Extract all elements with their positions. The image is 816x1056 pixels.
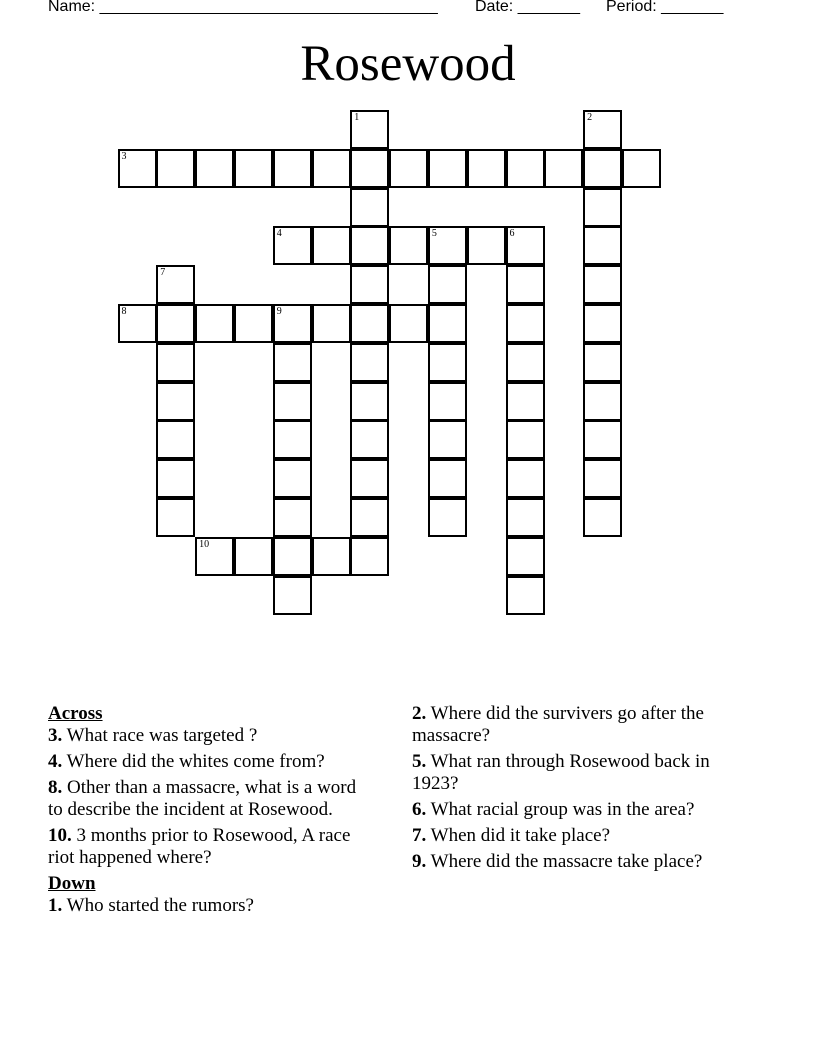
crossword-cell[interactable] — [506, 420, 545, 459]
crossword-cell[interactable] — [273, 420, 312, 459]
crossword-cell[interactable] — [273, 576, 312, 615]
crossword-cell[interactable] — [195, 149, 234, 188]
crossword-cell[interactable] — [467, 149, 506, 188]
crossword-cell[interactable] — [506, 576, 545, 615]
crossword-cell[interactable] — [506, 343, 545, 382]
crossword-cell[interactable] — [583, 420, 622, 459]
crossword-cell[interactable] — [312, 149, 351, 188]
clue-across-10: 10. 3 months prior to Rosewood, A race riot happened where? — [48, 825, 351, 868]
crossword-cell[interactable] — [428, 382, 467, 421]
crossword-cell[interactable] — [506, 149, 545, 188]
crossword-cell[interactable] — [583, 498, 622, 537]
crossword-cell[interactable] — [350, 188, 389, 227]
crossword-cell[interactable] — [350, 226, 389, 265]
crossword-cell[interactable] — [583, 149, 622, 188]
crossword-cell[interactable] — [622, 149, 661, 188]
crossword-cell[interactable] — [234, 537, 273, 576]
crossword-cell[interactable] — [312, 226, 351, 265]
crossword-cell[interactable] — [389, 304, 428, 343]
crossword-cell[interactable] — [544, 149, 583, 188]
clue-number: 3 — [121, 150, 127, 162]
crossword-cell[interactable] — [428, 459, 467, 498]
crossword-cell[interactable] — [156, 382, 195, 421]
crossword-cell[interactable] — [389, 226, 428, 265]
crossword-cell[interactable] — [156, 265, 195, 304]
crossword-cell[interactable] — [195, 537, 234, 576]
crossword-cell[interactable] — [428, 420, 467, 459]
crossword-cell[interactable] — [156, 459, 195, 498]
clue-number: 8 — [121, 306, 127, 317]
clue-number: 6 — [509, 228, 515, 240]
page-title: Rosewood — [300, 36, 516, 92]
crossword-cell[interactable] — [428, 149, 467, 188]
crossword-cell[interactable] — [350, 420, 389, 459]
crossword-cell[interactable] — [467, 226, 506, 265]
crossword-cell[interactable] — [156, 149, 195, 188]
crossword-cell[interactable] — [350, 498, 389, 537]
crossword-cell[interactable] — [428, 304, 467, 343]
date-field[interactable]: Date: _______ — [475, 0, 580, 15]
clue-number: 9 — [276, 306, 282, 317]
clue-number: 5 — [431, 228, 437, 240]
clue-number: 10 — [199, 538, 210, 550]
crossword-cell[interactable] — [156, 498, 195, 537]
crossword-cell[interactable] — [583, 110, 622, 149]
crossword-cell[interactable] — [583, 265, 622, 304]
clue-number: 7 — [160, 267, 166, 279]
crossword-cell[interactable] — [156, 420, 195, 459]
crossword-cell[interactable] — [273, 537, 312, 576]
down-heading: Down — [48, 873, 96, 894]
clue-across-4: 4. Where did the whites come from? — [48, 751, 325, 772]
crossword-cell[interactable] — [583, 226, 622, 265]
crossword-cell[interactable] — [273, 226, 312, 265]
crossword-cell[interactable] — [506, 265, 545, 304]
crossword-cell[interactable] — [428, 226, 467, 265]
crossword-cell[interactable] — [350, 382, 389, 421]
crossword-cell[interactable] — [506, 537, 545, 576]
crossword-cell[interactable] — [506, 459, 545, 498]
crossword-cell[interactable] — [312, 304, 351, 343]
crossword-cell[interactable] — [428, 343, 467, 382]
crossword-cell[interactable] — [273, 459, 312, 498]
clue-down-7: 7. When did it take place? — [412, 825, 611, 846]
crossword-cell[interactable] — [195, 304, 234, 343]
name-field[interactable]: Name: ______________________________________ — [48, 0, 438, 15]
crossword-cell[interactable] — [583, 188, 622, 227]
clue-down-5: 5. What ran through Rosewood back in 1923? — [412, 751, 710, 794]
crossword-cell[interactable] — [234, 304, 273, 343]
crossword-cell[interactable] — [156, 304, 195, 343]
clue-number: 2 — [587, 112, 593, 123]
crossword-cell[interactable] — [350, 459, 389, 498]
period-field[interactable]: Period: _______ — [606, 0, 724, 15]
clue-number: 1 — [354, 112, 360, 123]
clue-down-6: 6. What racial group was in the area? — [412, 799, 695, 820]
clue-number: 4 — [276, 228, 282, 240]
clue-across-3: 3. What race was targeted ? — [48, 725, 258, 746]
crossword-cell[interactable] — [350, 304, 389, 343]
crossword-cell[interactable] — [506, 382, 545, 421]
crossword-cell[interactable] — [350, 149, 389, 188]
crossword-cell[interactable] — [428, 498, 467, 537]
clue-down-1: 1. Who started the rumors? — [48, 895, 254, 916]
crossword-cell[interactable] — [234, 149, 273, 188]
crossword-cell[interactable] — [506, 226, 545, 265]
crossword-cell[interactable] — [350, 343, 389, 382]
clue-down-9: 9. Where did the massacre take place? — [412, 851, 703, 872]
crossword-cell[interactable] — [583, 382, 622, 421]
crossword-cell[interactable] — [118, 304, 157, 343]
clues-right-column — [412, 703, 752, 877]
clues-left-column — [48, 703, 388, 921]
crossword-cell[interactable] — [428, 265, 467, 304]
crossword-cell[interactable] — [156, 343, 195, 382]
clue-down-2: 2. Where did the survivers go after the massacre? — [412, 703, 704, 746]
crossword-cell[interactable] — [273, 149, 312, 188]
crossword-cell[interactable] — [389, 149, 428, 188]
crossword-cell[interactable] — [506, 498, 545, 537]
crossword-cell[interactable] — [506, 304, 545, 343]
across-heading: Across — [48, 703, 103, 724]
crossword-cell[interactable] — [583, 304, 622, 343]
clue-across-8: 8. Other than a massacre, what is a word to describe the incident at Rosewood. — [48, 777, 357, 820]
crossword-cell[interactable] — [350, 537, 389, 576]
crossword-cell[interactable] — [583, 343, 622, 382]
crossword-cell[interactable] — [583, 459, 622, 498]
crossword-cell[interactable] — [273, 343, 312, 382]
crossword-cell[interactable] — [273, 382, 312, 421]
crossword-cell[interactable] — [350, 110, 389, 149]
crossword-cell[interactable] — [312, 537, 351, 576]
crossword-cell[interactable] — [350, 265, 389, 304]
crossword-cell[interactable] — [273, 304, 312, 343]
crossword-cell[interactable] — [118, 149, 157, 188]
crossword-cell[interactable] — [273, 498, 312, 537]
